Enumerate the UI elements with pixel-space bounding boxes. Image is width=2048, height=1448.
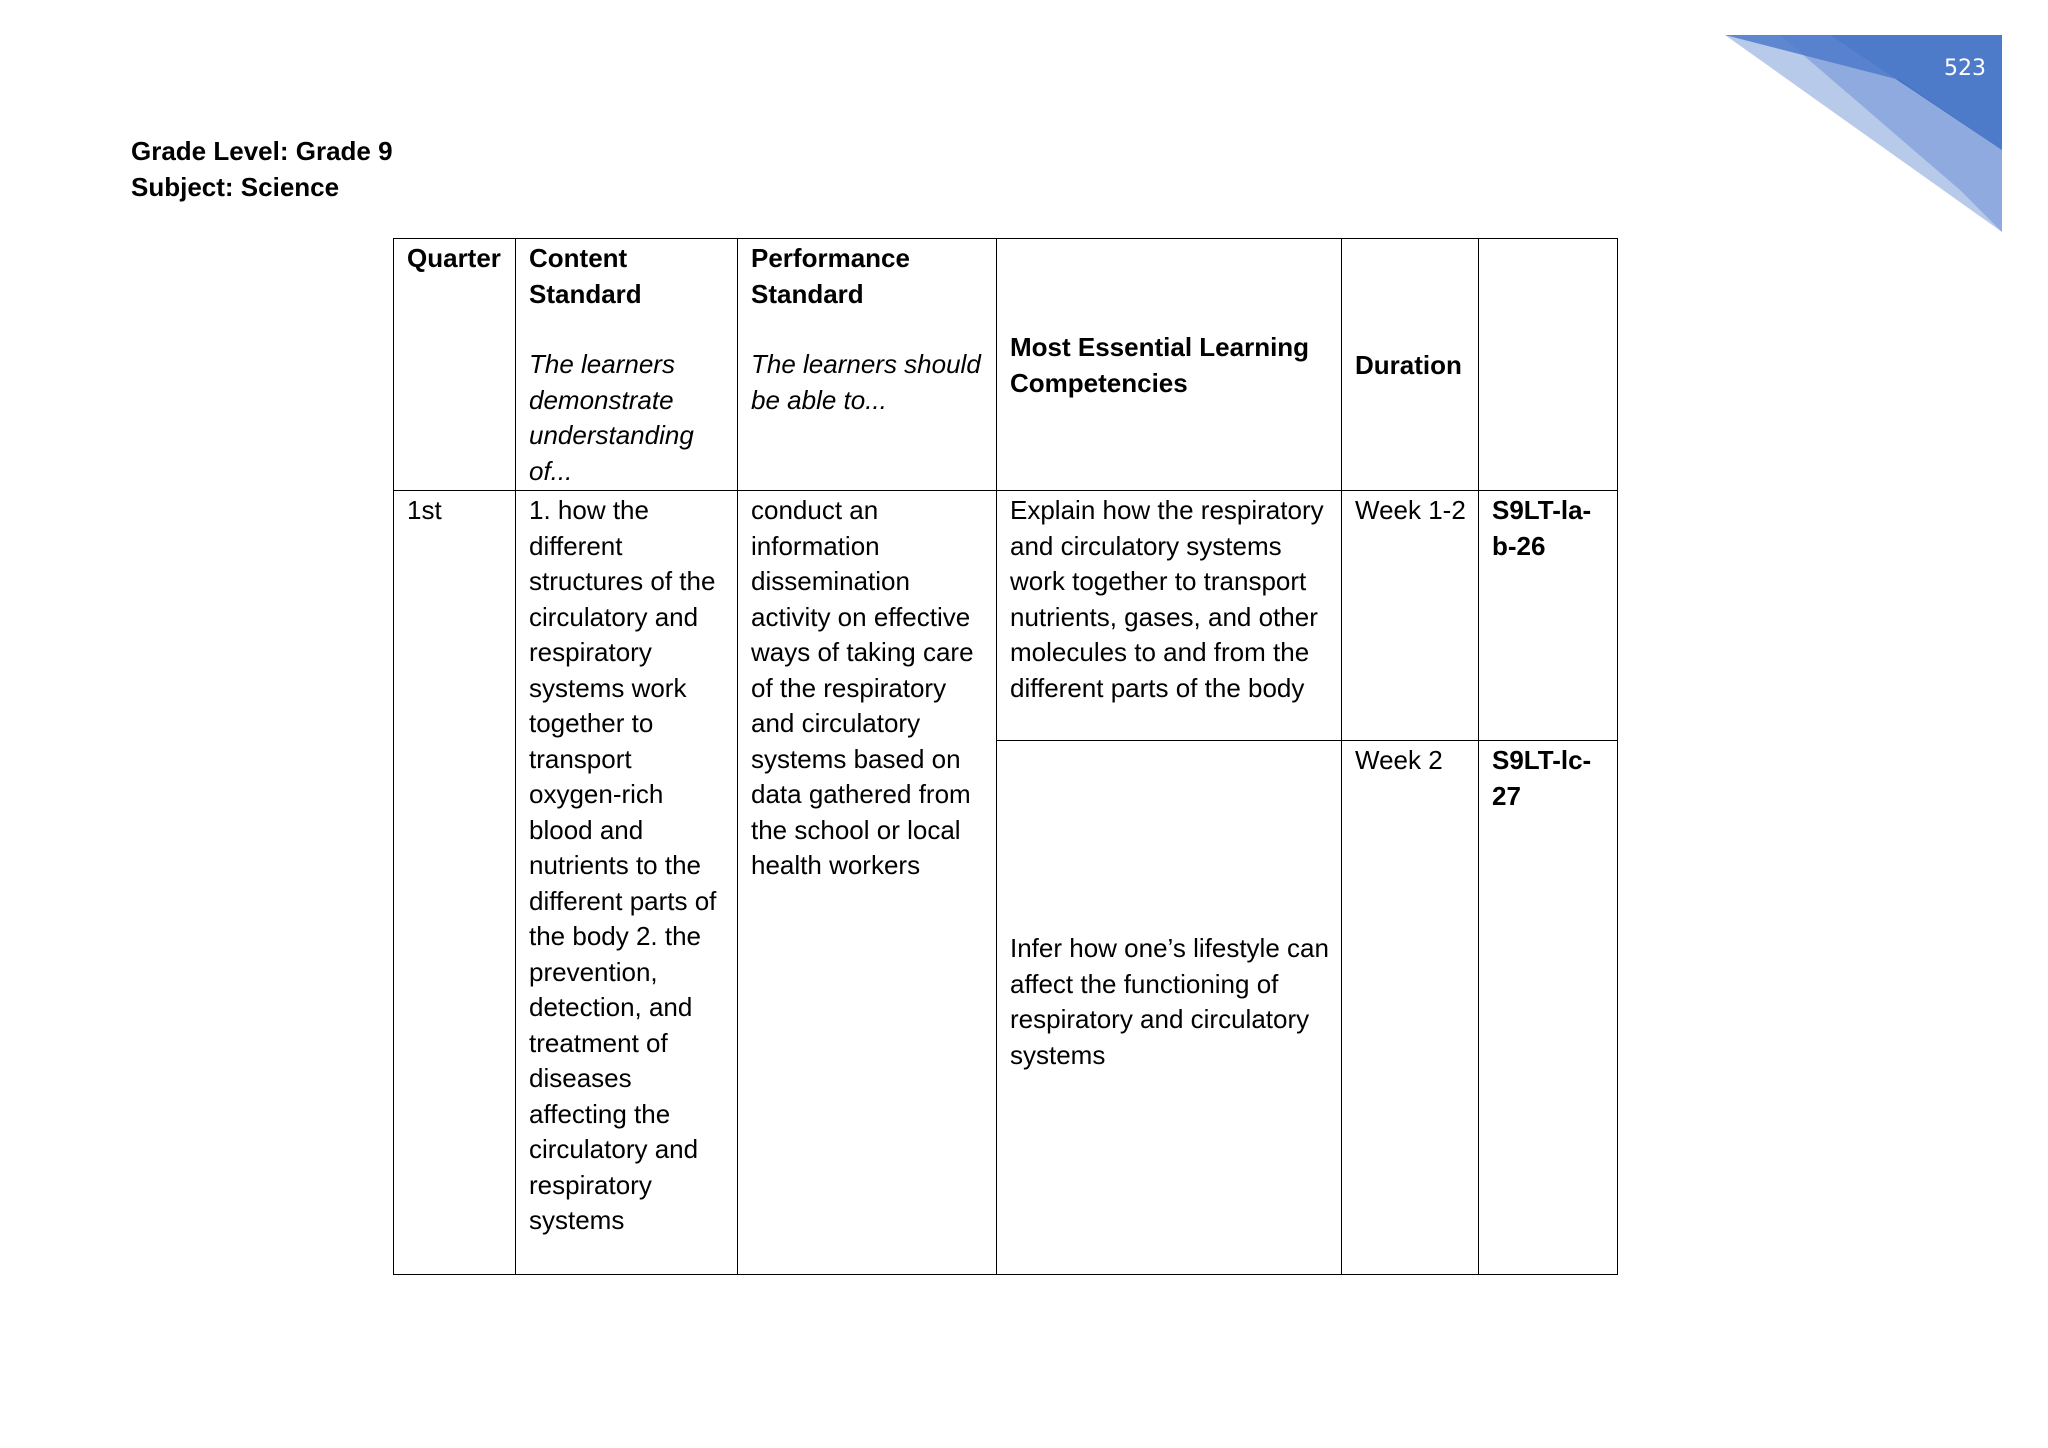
duration-cell: Week 1-2	[1342, 491, 1479, 741]
code-cell: S9LT-la-b-26	[1479, 491, 1618, 741]
header-duration: Duration	[1342, 239, 1479, 491]
duration-cell: Week 2	[1342, 741, 1479, 1275]
performance-standard-cell: conduct an information dissemination activity on effective ways of taking care of the respiratory and circulatory systems based on data gathered from the school or local health workers	[738, 491, 997, 1275]
header-melc: Most Essential Learning Competencies	[997, 239, 1342, 491]
page-number: 523	[1944, 56, 1986, 81]
performance-standard-note: The learners should be able to...	[751, 349, 981, 415]
document-header	[131, 133, 393, 205]
header-performance-standard: Performance Standard The learners should be able to...	[738, 239, 997, 491]
quarter-cell: 1st	[394, 491, 516, 1275]
code-cell: S9LT-lc-27	[1479, 741, 1618, 1275]
grade-level: Grade Level: Grade 9	[131, 136, 393, 166]
content-standard-cell: 1. how the different structures of the circulatory and respiratory systems work together to transport oxygen-rich blood and nutrients to the different parts of the body 2. the prevention, detection, and treatment of diseases affecting the circulatory and respiratory systems	[516, 491, 738, 1275]
competency-cell: Infer how one’s lifestyle can affect the functioning of respiratory and circulatory systems	[997, 741, 1342, 1275]
header-code	[1479, 239, 1618, 491]
competency-cell: Explain how the respiratory and circulatory systems work together to transport nutrients, gases, and other molecules to and from the different parts of the body	[997, 491, 1342, 741]
header-quarter: Quarter	[394, 239, 516, 491]
table-header-row	[394, 239, 1618, 491]
content-standard-note: The learners demonstrate understanding of...	[529, 349, 694, 486]
curriculum-table	[393, 238, 1618, 1275]
subject: Subject: Science	[131, 172, 340, 202]
header-content-standard: Content Standard The learners demonstrate understanding of...	[516, 239, 738, 491]
table-row	[394, 491, 1618, 741]
corner-decoration	[0, 0, 2048, 260]
